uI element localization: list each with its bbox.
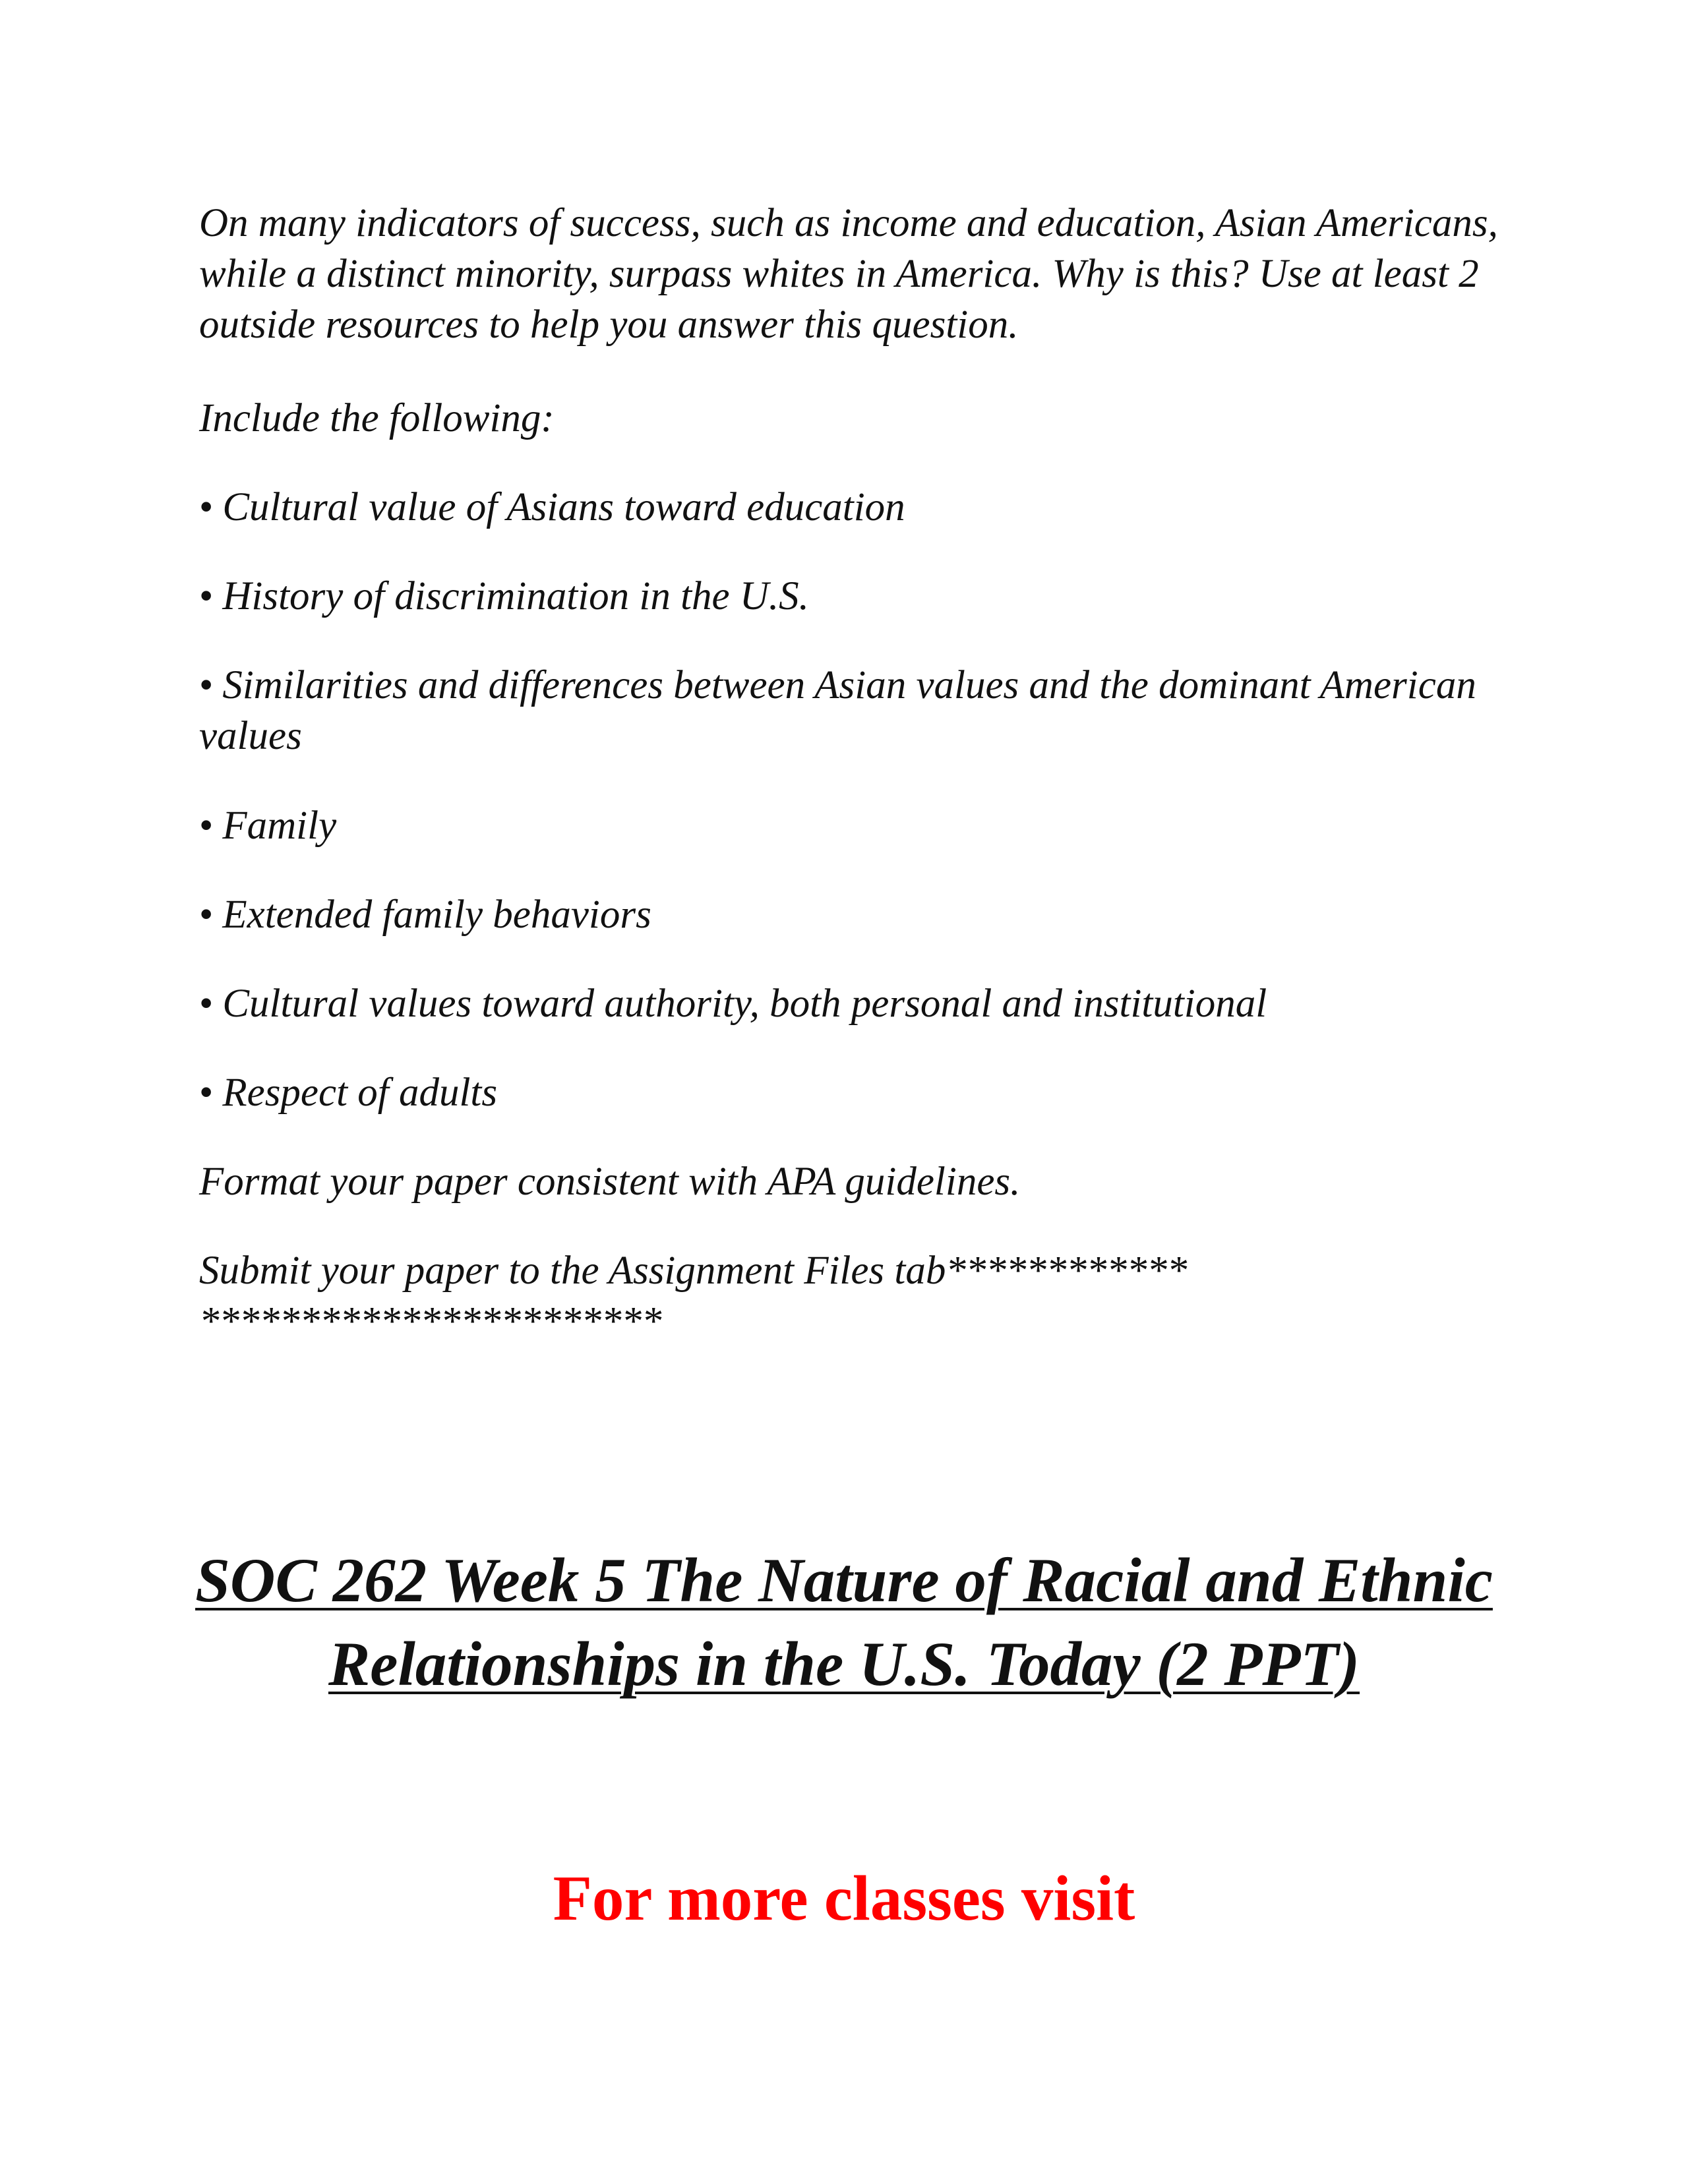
- list-item: [199, 482, 1511, 533]
- bullet-icon: •: [199, 663, 214, 707]
- course-heading: [132, 1539, 1556, 1706]
- intro-paragraph: On many indicators of success, such as income and education, Asian Americans, while a distinct minority, surpass whites in America. Why is this? Use at least 2 outside resources to help you answer this question.: [199, 201, 1498, 347]
- bullet-icon: •: [199, 574, 214, 618]
- list-item: [199, 889, 1511, 940]
- list-item: [199, 800, 1511, 851]
- list-item-text: Respect of adults: [222, 1071, 498, 1115]
- list-item-text: Similarities and differences between Asian values and the dominant American values: [199, 663, 1476, 758]
- list-item: [199, 1067, 1511, 1118]
- list-item-text: Family: [222, 804, 337, 848]
- promo-text: For more classes visit: [553, 1863, 1135, 1933]
- bullet-icon: •: [199, 1071, 214, 1115]
- list-item-text: Cultural values toward authority, both personal and institutional: [222, 982, 1267, 1026]
- include-label: Include the following:: [199, 396, 555, 440]
- list-item: [199, 978, 1511, 1029]
- format-note: Format your paper consistent with APA guidelines.: [199, 1160, 1021, 1204]
- list-item: [199, 571, 1511, 622]
- submit-note: Submit your paper to the Assignment Files tab***********************************: [199, 1249, 1188, 1343]
- list-item: [199, 660, 1511, 761]
- list-item-text: Extended family behaviors: [222, 893, 651, 937]
- bullet-icon: •: [199, 804, 214, 848]
- list-item-text: History of discrimination in the U.S.: [222, 574, 809, 618]
- course-heading-line-2: Relationships in the U.S. Today (2 PPT): [328, 1629, 1360, 1699]
- bullet-icon: •: [199, 485, 214, 529]
- course-heading-line-1: SOC 262 Week 5 The Nature of Racial and Ethnic: [195, 1545, 1493, 1615]
- bullet-icon: •: [199, 982, 214, 1026]
- list-item-text: Cultural value of Asians toward education: [222, 485, 905, 529]
- bullet-icon: •: [199, 893, 214, 937]
